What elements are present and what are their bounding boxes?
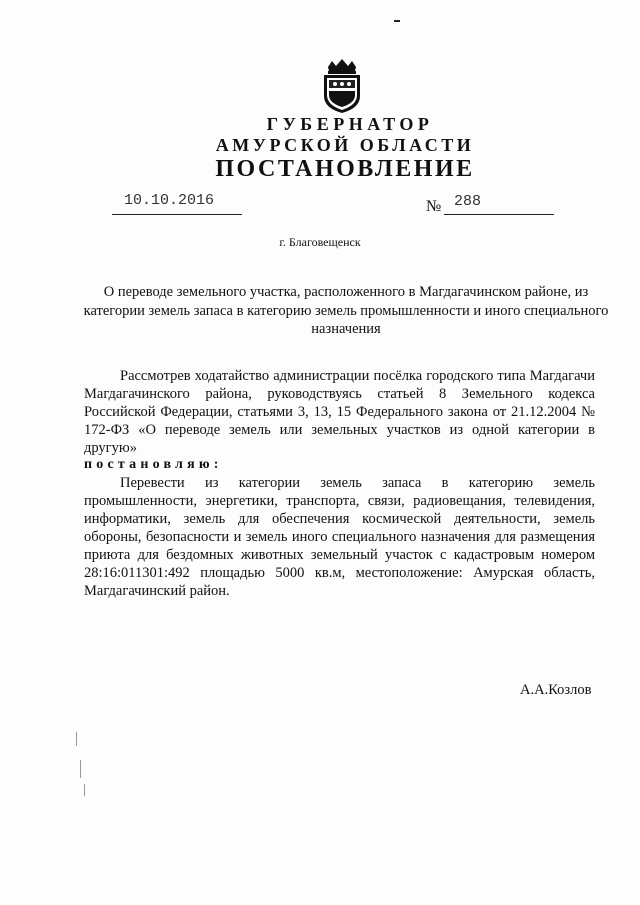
document-type-title: ПОСТАНОВЛЕНИЕ (215, 156, 475, 182)
document-subject: О переводе земельного участка, расположенного в Магдагачинском районе, из категории земель запаса в категорию земель промышленности и иного специального назначения (83, 284, 609, 337)
number-underline (444, 214, 554, 215)
document-number: 288 (454, 193, 482, 210)
signature-name: А.А.Козлов (520, 682, 592, 698)
number-sign: № (426, 198, 442, 215)
scan-speck (394, 20, 400, 22)
header-title-governor: ГУБЕРНАТОР (266, 114, 434, 134)
issue-city: г. Благовещенск (279, 235, 361, 249)
decree-paragraph: Перевести из категории земель запаса в категорию земель промышленности, энергетики, транспорта, связи, радиовещания, телевидения, информатики, земель для обеспечения космической деятельности, земель обороны, безопасности и земель иного специального назначения для размещения приюта для бездомных животных земельный участок с кадастровым номером 28:16:011301:492 площадью 5000 кв.м, местоположение: Амурская область, Магдагачинский район. (84, 475, 595, 599)
coat-of-arms-icon (318, 58, 366, 114)
preamble-paragraph: Рассмотрев ходатайство администрации посёлка городского типа Магдагачи Магдагачинского района, руководствуясь статьей 8 Земельного кодекса Российской Федерации, статьями 3, 13, 15 Федерального закона от 21.12.2004 № 172-ФЗ «О переводе земель или земельных участков из одной категории в другую» (84, 368, 595, 456)
decree-word: постановляю: (84, 457, 223, 472)
header-title-region: АМУРСКОЙ ОБЛАСТИ (215, 135, 475, 155)
scan-mark (76, 732, 77, 746)
scan-mark (84, 784, 85, 796)
scan-mark (80, 760, 81, 778)
date-underline (112, 214, 242, 215)
document-date: 10.10.2016 (124, 192, 215, 209)
